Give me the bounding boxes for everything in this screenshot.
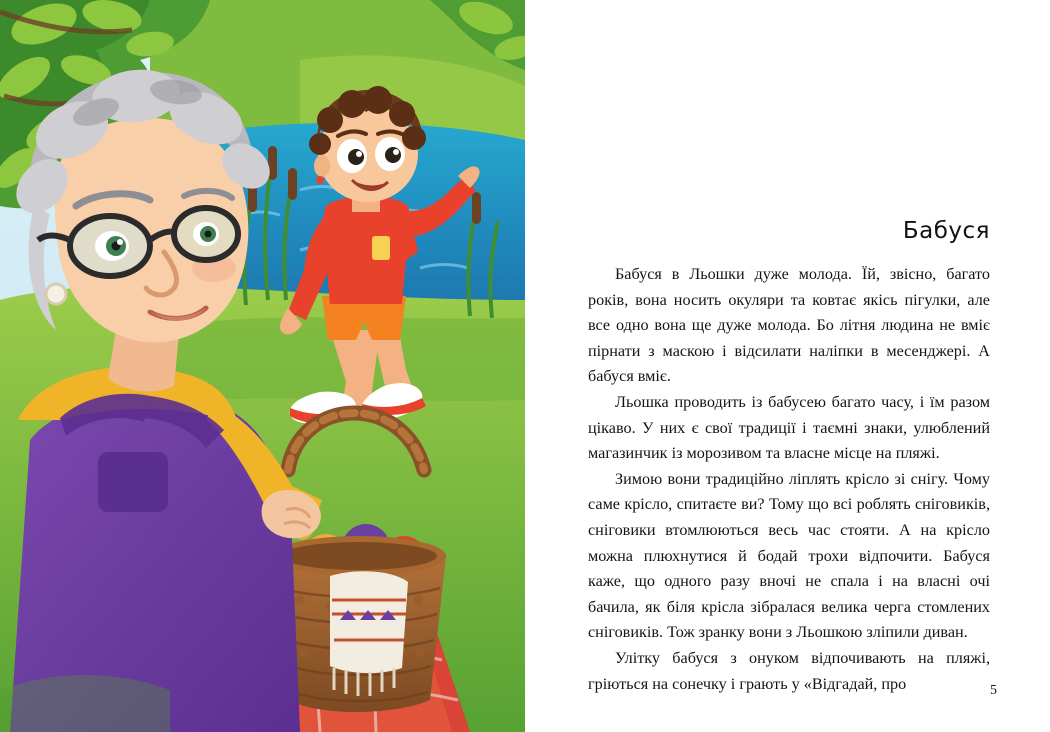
paragraph: Бабуся в Льошки дуже молода. Їй, звісно, багато років, вона носить окуляри та ковтає якісь пігулки, але все одно вона ще дуже молода. Бо літня людина не вміє пірнати з маскою і відсилати наліпки в месенджері. А бабуся вміє.	[588, 265, 990, 386]
body-text	[588, 262, 990, 697]
paragraph: Льошка проводить із бабусею багато часу, і їм разом цікаво. У них є свої традиції і таємні знаки, улюблений магазинчик із морозивом та власне місце на пляжі.	[588, 392, 990, 463]
basket-cloth	[330, 571, 408, 673]
page-number: 5	[990, 683, 997, 698]
paragraph: Зимою вони традиційно ліплять крісло зі снігу. Чому саме крісло, спитаєте ви? Тому що всі роблять сніговиків, сніговики втомлюються весь час стояти. А на крісло можна плюхнутися й бодай трохи відпочити. Бабуся каже, що одного разу вночі не спала і на власні очі бачила, як біля крісла зібралася велика черга стомлених сніговиків. Тож зранку вони з Льошкою зліпили диван.	[588, 469, 990, 642]
boy-earring	[316, 176, 324, 184]
shirt-pocket	[372, 236, 390, 260]
granny-earring	[46, 284, 66, 304]
dress-pocket	[98, 452, 168, 512]
chapter-title: Бабуся	[902, 218, 990, 244]
paragraph: Улітку бабуся з онуком відпочивають на пляжі, гріються на сонечку і грають у «Відгадай, про	[588, 648, 990, 693]
text-page	[525, 0, 1050, 732]
